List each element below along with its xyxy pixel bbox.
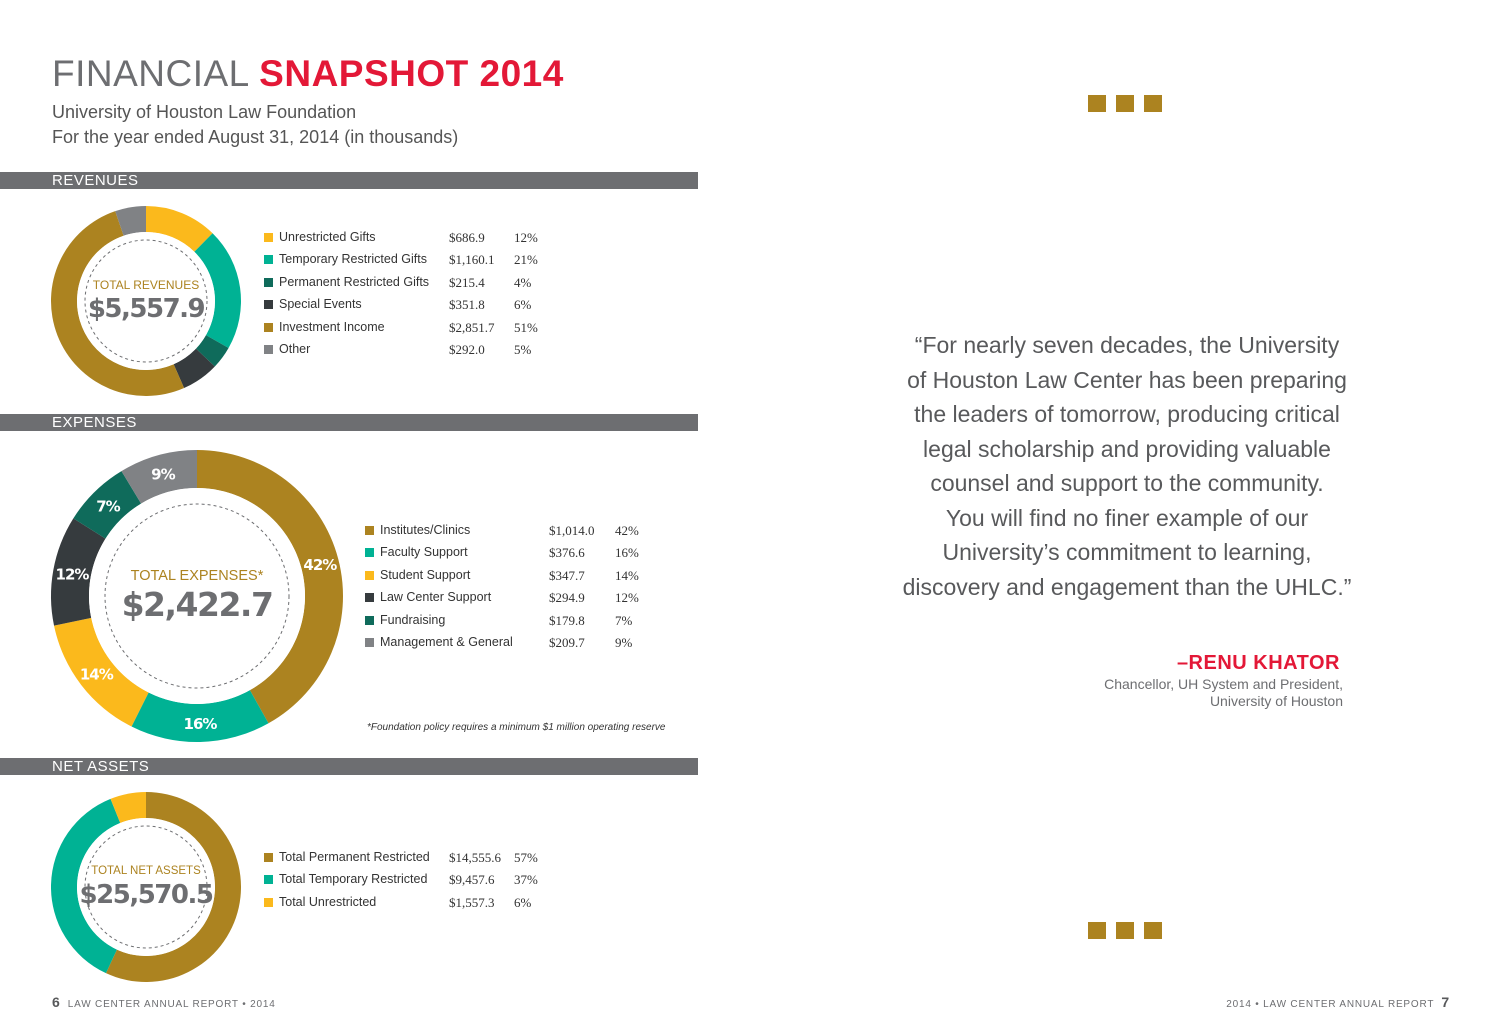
legend-amount: $9,457.6 xyxy=(449,872,495,888)
legend-swatch xyxy=(264,898,273,907)
legend-percent: 5% xyxy=(514,341,532,357)
quote-line: the leaders of tomorrow, producing critical xyxy=(914,401,1340,427)
legend-item-investment-income xyxy=(264,320,554,342)
square-icon xyxy=(1088,922,1106,939)
legend-swatch xyxy=(365,571,374,580)
slice-label-law-center-support: 12% xyxy=(55,565,89,584)
legend-amount: $292.0 xyxy=(449,341,485,357)
chancellor-quote xyxy=(892,328,1362,604)
legend-percent: 12% xyxy=(615,590,639,606)
subtitle-organization: University of Houston Law Foundation xyxy=(52,102,357,122)
legend-swatch xyxy=(264,233,273,242)
legend-percent: 16% xyxy=(615,545,639,561)
attribution-role xyxy=(1104,676,1343,710)
revenues-legend xyxy=(264,230,554,364)
attribution-role-line: University of Houston xyxy=(1209,693,1343,709)
slice-label-fundraising: 7% xyxy=(96,497,120,516)
legend-item-management-general xyxy=(365,635,665,657)
total-expenses-value: $2,422.7 xyxy=(121,585,273,624)
legend-amount: $347.7 xyxy=(549,567,585,583)
square-icon xyxy=(1144,922,1162,939)
expenses-center-label xyxy=(51,567,343,625)
legend-amount: $686.9 xyxy=(449,230,485,245)
section-bar-revenues xyxy=(0,172,698,189)
legend-item-total-temporary-restricted xyxy=(264,872,554,894)
decorative-squares-bottom xyxy=(1088,922,1163,940)
legend-swatch xyxy=(365,616,374,625)
page-number-left: 6 xyxy=(52,994,61,1010)
legend-item-unrestricted-gifts xyxy=(264,230,554,252)
legend-swatch xyxy=(365,526,374,535)
legend-label: Investment Income xyxy=(279,319,385,334)
slice-label-management-general: 9% xyxy=(151,465,175,484)
legend-label: Other xyxy=(279,341,311,356)
legend-percent: 7% xyxy=(615,612,633,628)
net-assets-center-label xyxy=(51,864,241,911)
legend-label: Faculty Support xyxy=(380,545,468,560)
legend-label: Student Support xyxy=(380,567,471,582)
legend-amount: $1,557.3 xyxy=(449,894,495,910)
revenues-center-label xyxy=(51,278,241,325)
legend-label: Management & General xyxy=(380,634,513,649)
square-icon xyxy=(1144,95,1162,112)
legend-label: Total Permanent Restricted xyxy=(279,850,430,864)
square-icon xyxy=(1088,95,1106,112)
legend-swatch xyxy=(365,638,374,647)
legend-amount: $376.6 xyxy=(549,545,585,561)
legend-item-institutes-clinics xyxy=(365,523,665,545)
quote-line: of Houston Law Center has been preparing xyxy=(907,366,1347,393)
legend-swatch xyxy=(264,278,273,287)
quote-line: You will find no finer example of our xyxy=(945,504,1309,531)
legend-label: Special Events xyxy=(279,297,362,312)
title-bold: SNAPSHOT 2014 xyxy=(259,53,564,94)
attribution-name: –RENU KHATOR xyxy=(1176,652,1340,674)
legend-label: Permanent Restricted Gifts xyxy=(279,274,430,289)
legend-swatch xyxy=(264,300,273,309)
legend-amount: $1,014.0 xyxy=(549,523,595,538)
legend-percent: 12% xyxy=(514,230,538,245)
quote-line: University’s commitment to learning, xyxy=(942,539,1312,565)
decorative-squares-top xyxy=(1088,95,1163,113)
legend-amount: $179.8 xyxy=(549,612,585,628)
legend-item-total-permanent-restricted xyxy=(264,850,554,872)
legend-swatch xyxy=(264,875,273,884)
legend-swatch xyxy=(264,345,273,354)
square-icon xyxy=(1116,922,1134,939)
legend-percent: 57% xyxy=(514,850,538,865)
legend-item-other xyxy=(264,342,554,364)
slice-label-student-support: 14% xyxy=(79,665,113,684)
legend-amount: $215.4 xyxy=(449,274,485,290)
legend-item-law-center-support xyxy=(365,590,665,612)
legend-percent: 37% xyxy=(514,872,538,888)
slice-label-faculty-support: 16% xyxy=(183,714,217,733)
legend-percent: 21% xyxy=(514,252,538,268)
legend-item-permanent-restricted-gifts xyxy=(264,275,554,297)
total-revenues-label: TOTAL REVENUES xyxy=(92,278,200,292)
legend-label: Unrestricted Gifts xyxy=(279,230,376,244)
legend-swatch xyxy=(365,548,374,557)
section-title-net-assets: NET ASSETS xyxy=(52,758,150,775)
square-icon xyxy=(1116,95,1134,112)
quote-line: discovery and engagement than the UHLC.” xyxy=(902,573,1352,600)
legend-swatch xyxy=(264,323,273,332)
page-number-right: 7 xyxy=(1441,994,1450,1010)
legend-percent: 6% xyxy=(514,894,532,910)
total-expenses-label: TOTAL EXPENSES* xyxy=(130,568,264,584)
section-title-revenues: REVENUES xyxy=(52,172,139,189)
section-bar-expenses xyxy=(0,414,698,431)
legend-amount: $294.9 xyxy=(549,590,585,606)
legend-swatch xyxy=(365,593,374,602)
legend-label: Law Center Support xyxy=(380,590,492,605)
footer-right-text: 2014 • LAW CENTER ANNUAL REPORT xyxy=(1226,999,1435,1010)
section-bar-net-assets xyxy=(0,758,698,775)
legend-percent: 51% xyxy=(514,319,538,335)
attribution-role-line: Chancellor, UH System and President, xyxy=(1104,676,1343,692)
total-net-assets-label: TOTAL NET ASSETS xyxy=(91,865,201,877)
legend-label: Temporary Restricted Gifts xyxy=(279,252,427,267)
legend-label: Total Unrestricted xyxy=(279,894,377,909)
quote-line: legal scholarship and providing valuable xyxy=(923,435,1331,462)
legend-label: Total Temporary Restricted xyxy=(279,872,428,887)
expenses-legend xyxy=(365,523,665,657)
legend-label: Institutes/Clinics xyxy=(380,523,471,537)
legend-percent: 42% xyxy=(615,523,639,538)
legend-percent: 9% xyxy=(615,634,633,650)
legend-item-fundraising xyxy=(365,613,665,635)
expenses-footnote: *Foundation policy requires a minimum $1 million operating reserve xyxy=(367,722,666,733)
legend-percent: 14% xyxy=(615,567,639,583)
legend-amount: $1,160.1 xyxy=(449,252,495,268)
total-net-assets-value: $25,570.5 xyxy=(79,880,213,910)
page-title xyxy=(52,52,564,96)
legend-item-special-events xyxy=(264,297,554,319)
footer-left-text: LAW CENTER ANNUAL REPORT • 2014 xyxy=(67,999,276,1010)
legend-percent: 4% xyxy=(514,274,532,290)
total-revenues-value: $5,557.9 xyxy=(87,294,205,324)
subtitle-period: For the year ended August 31, 2014 (in thousands) xyxy=(52,127,459,147)
slice-label-institutes-clinics: 42% xyxy=(303,555,337,574)
legend-item-faculty-support xyxy=(365,545,665,567)
legend-label: Fundraising xyxy=(380,612,446,627)
legend-item-total-unrestricted xyxy=(264,895,554,917)
legend-swatch xyxy=(264,853,273,862)
legend-item-temporary-restricted-gifts xyxy=(264,252,554,274)
legend-amount: $14,555.6 xyxy=(449,850,501,865)
legend-percent: 6% xyxy=(514,297,532,313)
legend-amount: $209.7 xyxy=(549,634,585,650)
legend-item-student-support xyxy=(365,568,665,590)
legend-swatch xyxy=(264,255,273,264)
legend-amount: $2,851.7 xyxy=(449,319,495,335)
quote-line: “For nearly seven decades, the University xyxy=(914,332,1340,358)
net-assets-legend xyxy=(264,850,554,917)
footer-right xyxy=(1226,994,1450,1010)
quote-line: counsel and support to the community. xyxy=(930,470,1324,496)
legend-amount: $351.8 xyxy=(449,297,485,313)
section-title-expenses: EXPENSES xyxy=(52,414,137,431)
footer-left xyxy=(52,994,276,1010)
title-light: FINANCIAL xyxy=(52,53,249,94)
